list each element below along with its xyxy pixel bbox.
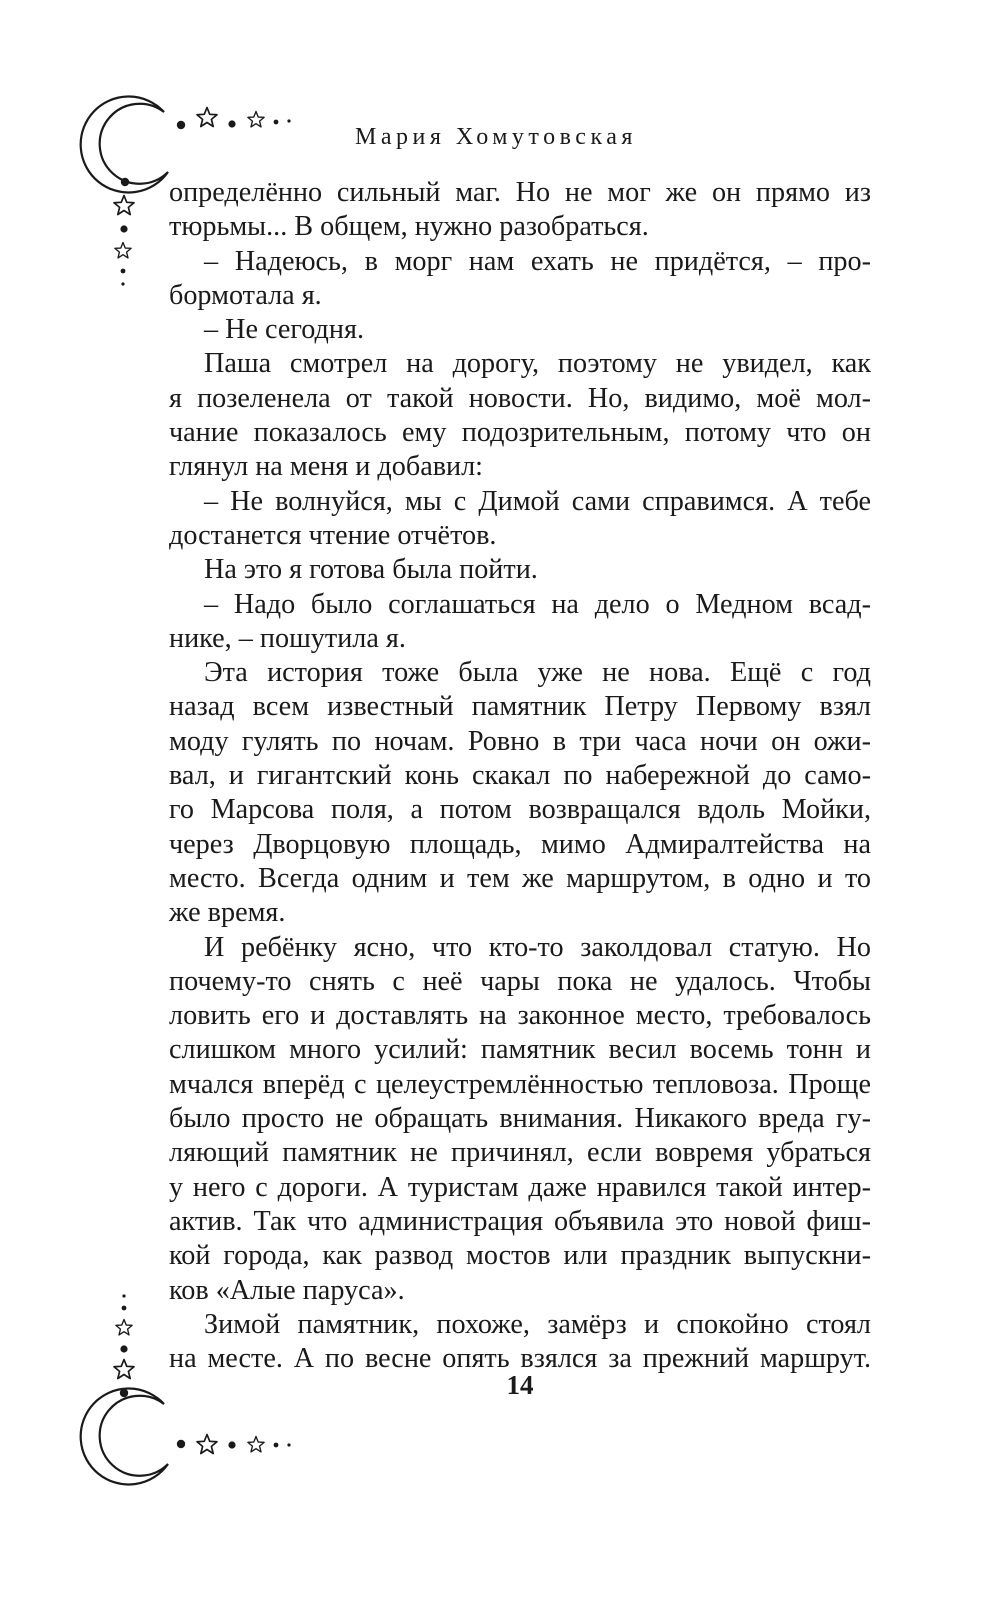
text-line: мчался вперёд с целеустремлённостью тепловоза. Проще xyxy=(169,1068,871,1100)
bottom-dot-icon xyxy=(122,1306,127,1311)
bottom-dot-icon xyxy=(122,1294,125,1297)
text-line: бормотала я. xyxy=(169,279,322,311)
text-line: ляющий памятник не причинял, если вовремя убраться xyxy=(169,1137,871,1169)
text-line: через Дворцовую площадь, мимо Адмиралтейства на xyxy=(169,828,871,860)
bottom-dot-icon xyxy=(228,1441,235,1448)
text-line: на месте. А по весне опять взялся за прежний маршрут. xyxy=(169,1343,871,1375)
text-line: у него с дороги. А туристам даже нравился такой интер- xyxy=(169,1171,871,1203)
top-star-icon xyxy=(248,112,264,127)
top-crescent-moon-icon xyxy=(81,96,168,192)
text-line: И ребёнку ясно, что кто-то заколдовал статую. Но xyxy=(204,931,871,963)
top-dot-icon xyxy=(177,121,185,129)
paragraph xyxy=(169,176,871,245)
top-star-icon xyxy=(115,243,131,258)
text-line: – Не волнуйся, мы с Димой сами справимся. А тебе xyxy=(204,485,871,517)
bottom-dot-icon xyxy=(287,1443,290,1446)
top-star-icon xyxy=(197,108,217,127)
text-line: – Надеюсь, в морг нам ехать не придётся, – про- xyxy=(204,245,871,277)
top-dot-icon xyxy=(120,225,127,232)
text-line: ловить его и доставлять на законное место, требовалось xyxy=(169,1000,871,1032)
text-line: тюрьмы... В общем, нужно разобраться. xyxy=(169,211,649,243)
bottom-dot-icon xyxy=(274,1443,279,1448)
paragraph xyxy=(169,485,871,554)
top-dot-icon xyxy=(121,269,126,274)
text-line: го Марсова поля, а потом возвращался вдоль Мойки, xyxy=(169,794,871,826)
top-dot-icon xyxy=(121,178,129,186)
bottom-dot-icon xyxy=(177,1440,185,1448)
running-head-author: Мария Хомутовская xyxy=(355,124,637,150)
paragraph xyxy=(169,313,871,347)
paragraph xyxy=(169,931,871,1308)
bottom-star-icon xyxy=(116,1320,132,1335)
paragraph xyxy=(169,1308,871,1377)
text-line: достанется чтение отчётов. xyxy=(169,519,497,551)
text-line: моду гулять по ночам. Ровно в три часа ночи он ожи- xyxy=(169,725,871,757)
text-line: На это я готова была пойти. xyxy=(204,554,538,586)
bottom-star-icon xyxy=(248,1437,264,1452)
text-line: Зимой памятник, похоже, замёрз и спокойно стоял xyxy=(204,1308,871,1340)
text-line: ков «Алые паруса». xyxy=(169,1274,405,1306)
bottom-crescent-moon-icon xyxy=(81,1388,168,1484)
paragraph xyxy=(169,656,871,930)
top-dot-icon xyxy=(121,282,124,285)
text-line: было просто не обращать внимания. Никакого вреда гу- xyxy=(169,1103,871,1135)
paragraph xyxy=(169,347,871,484)
text-line: Паша смотрел на дорогу, поэтому не увидел, как xyxy=(204,348,871,380)
paragraph xyxy=(169,588,871,657)
text-line: же время. xyxy=(169,897,286,929)
top-dot-icon xyxy=(287,119,290,122)
text-line: актив. Так что администрация объявила это новой фиш- xyxy=(169,1205,871,1237)
text-line: слишком много усилий: памятник весил восемь тонн и xyxy=(169,1034,871,1066)
body-text xyxy=(169,176,871,1376)
text-line: определённо сильный маг. Но не мог же он прямо из xyxy=(169,177,871,208)
paragraph xyxy=(169,245,871,314)
paragraph xyxy=(169,553,871,587)
text-line: почему-то снять с неё чары пока не удалось. Чтобы xyxy=(169,965,871,997)
text-line: я позеленела от такой новости. Но, видимо, моё мол- xyxy=(169,382,871,414)
bottom-star-icon xyxy=(197,1435,217,1454)
text-line: место. Всегда одним и тем же маршрутом, в одно и то xyxy=(169,862,871,894)
text-line: кой города, как развод мостов или праздник выпускни- xyxy=(169,1240,871,1272)
text-line: вал, и гигантский конь скакал по набережной до само- xyxy=(169,760,871,792)
text-line: назад всем известный памятник Петру Первому взял xyxy=(169,691,871,723)
text-line: – Надо было соглашаться на дело о Медном всад- xyxy=(204,588,871,620)
top-dot-icon xyxy=(274,120,279,125)
bottom-dot-icon xyxy=(120,1345,127,1352)
text-line: глянул на меня и добавил: xyxy=(169,451,484,483)
top-star-icon xyxy=(114,196,134,215)
text-line: – Не сегодня. xyxy=(204,314,364,346)
top-dot-icon xyxy=(228,120,235,127)
text-line: нике, – пошутила я. xyxy=(169,622,406,654)
text-line: Эта история тоже была уже не нова. Ещё с год xyxy=(204,657,871,689)
page-number: 14 xyxy=(506,1370,534,1400)
text-line: чание показалось ему подозрительным, потому что он xyxy=(169,417,871,449)
